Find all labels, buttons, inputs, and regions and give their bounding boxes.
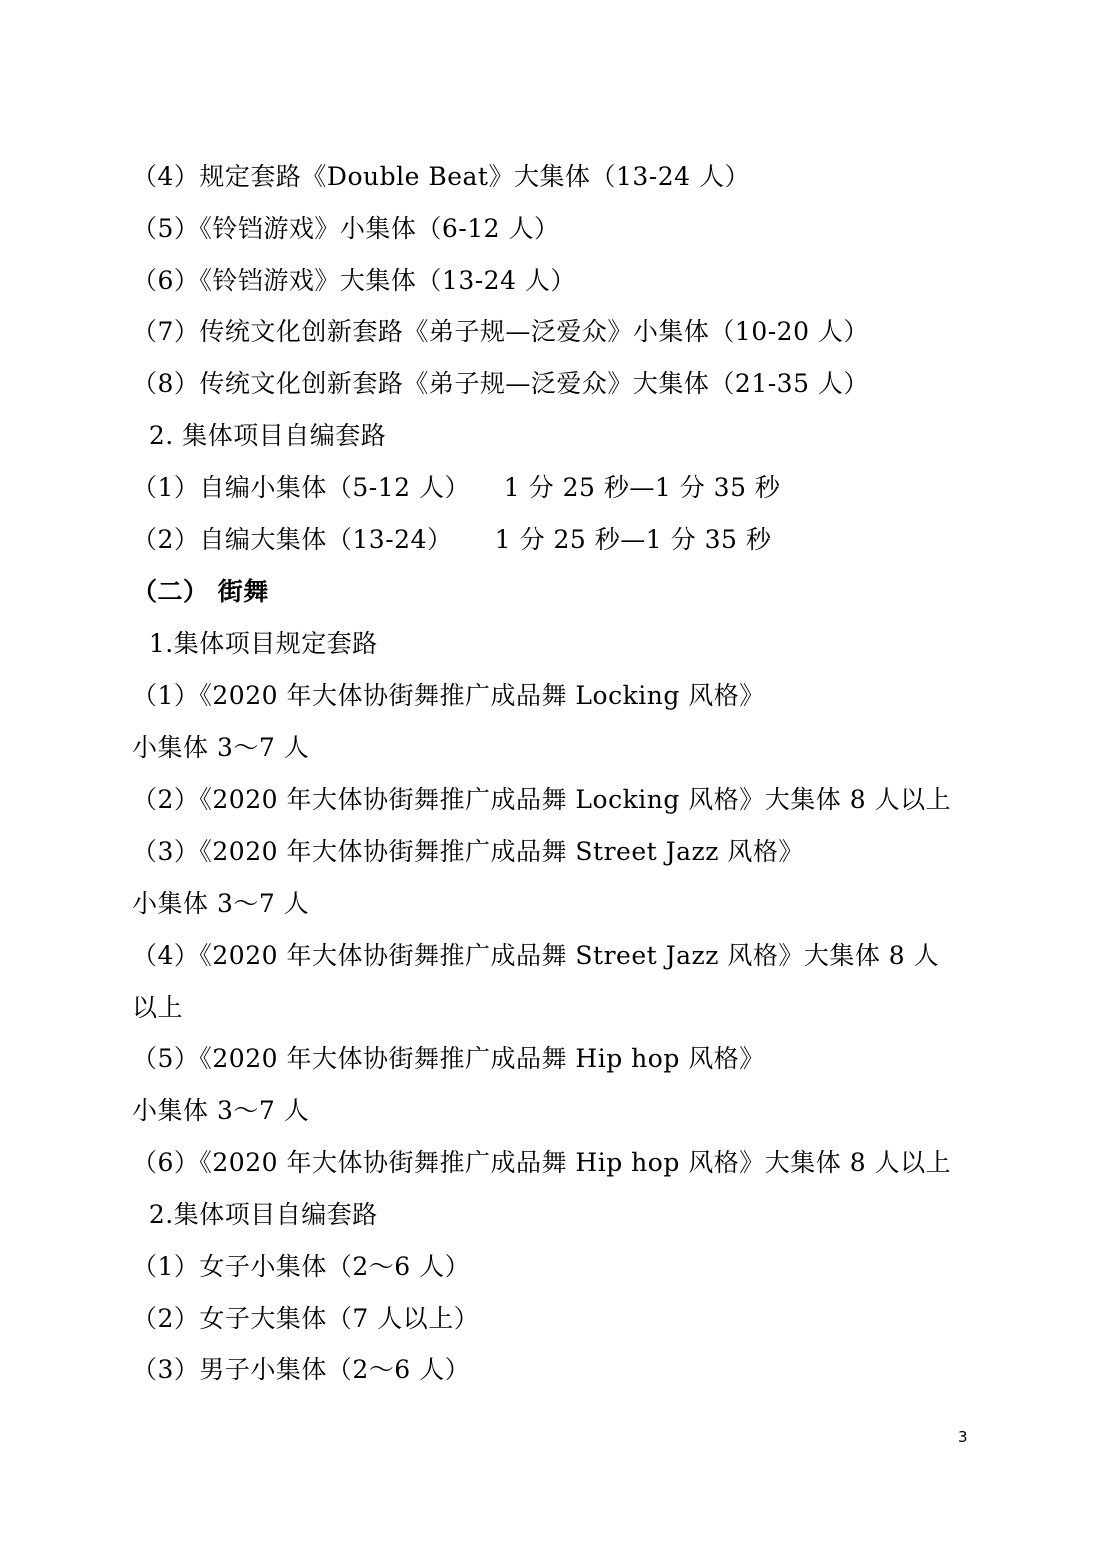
text-line: （8）传统文化创新套路《弟子规—泛爱众》大集体（21-35 人） bbox=[132, 369, 869, 398]
text-line: （2）女子大集体（7 人以上） bbox=[132, 1304, 480, 1333]
text-line: （6）《2020 年大体协街舞推广成品舞 Hip hop 风格》大集体 8 人以上 bbox=[132, 1148, 952, 1177]
text-line: （6）《铃铛游戏》大集体（13-24 人） bbox=[132, 266, 576, 295]
text-line: （3）男子小集体（2～6 人） bbox=[132, 1355, 471, 1384]
text-line: （7）传统文化创新套路《弟子规—泛爱众》小集体（10-20 人） bbox=[132, 317, 869, 346]
section-heading: （二） 街舞 bbox=[132, 577, 269, 606]
text-line: （3）《2020 年大体协街舞推广成品舞 Street Jazz 风格》 bbox=[132, 837, 804, 866]
subsection-heading: 2.集体项目自编套路 bbox=[132, 1200, 378, 1229]
text-line: 小集体 3～7 人 bbox=[132, 733, 310, 762]
text-line: 小集体 3～7 人 bbox=[132, 1096, 310, 1125]
text-line: （2）《2020 年大体协街舞推广成品舞 Locking 风格》大集体 8 人以上 bbox=[132, 785, 952, 814]
text-line: 小集体 3～7 人 bbox=[132, 889, 310, 918]
subsection-heading: 2. 集体项目自编套路 bbox=[132, 421, 387, 450]
page-number: 3 bbox=[958, 1428, 968, 1446]
text-line: （5）《铃铛游戏》小集体（6-12 人） bbox=[132, 214, 560, 243]
text-line: （4）《2020 年大体协街舞推广成品舞 Street Jazz 风格》大集体 8 人 bbox=[132, 941, 940, 970]
text-line: （5）《2020 年大体协街舞推广成品舞 Hip hop 风格》 bbox=[132, 1044, 765, 1073]
text-line: 以上 bbox=[132, 993, 184, 1022]
text-line: （2）自编大集体（13-24） 1 分 25 秒—1 分 35 秒 bbox=[132, 525, 772, 554]
subsection-heading: 1.集体项目规定套路 bbox=[132, 629, 378, 658]
text-line: （4）规定套路《Double Beat》大集体（13-24 人） bbox=[132, 162, 750, 191]
text-line: （1）女子小集体（2～6 人） bbox=[132, 1252, 471, 1281]
text-line: （1）《2020 年大体协街舞推广成品舞 Locking 风格》 bbox=[132, 681, 765, 710]
text-line: （1）自编小集体（5-12 人） 1 分 25 秒—1 分 35 秒 bbox=[132, 473, 781, 502]
